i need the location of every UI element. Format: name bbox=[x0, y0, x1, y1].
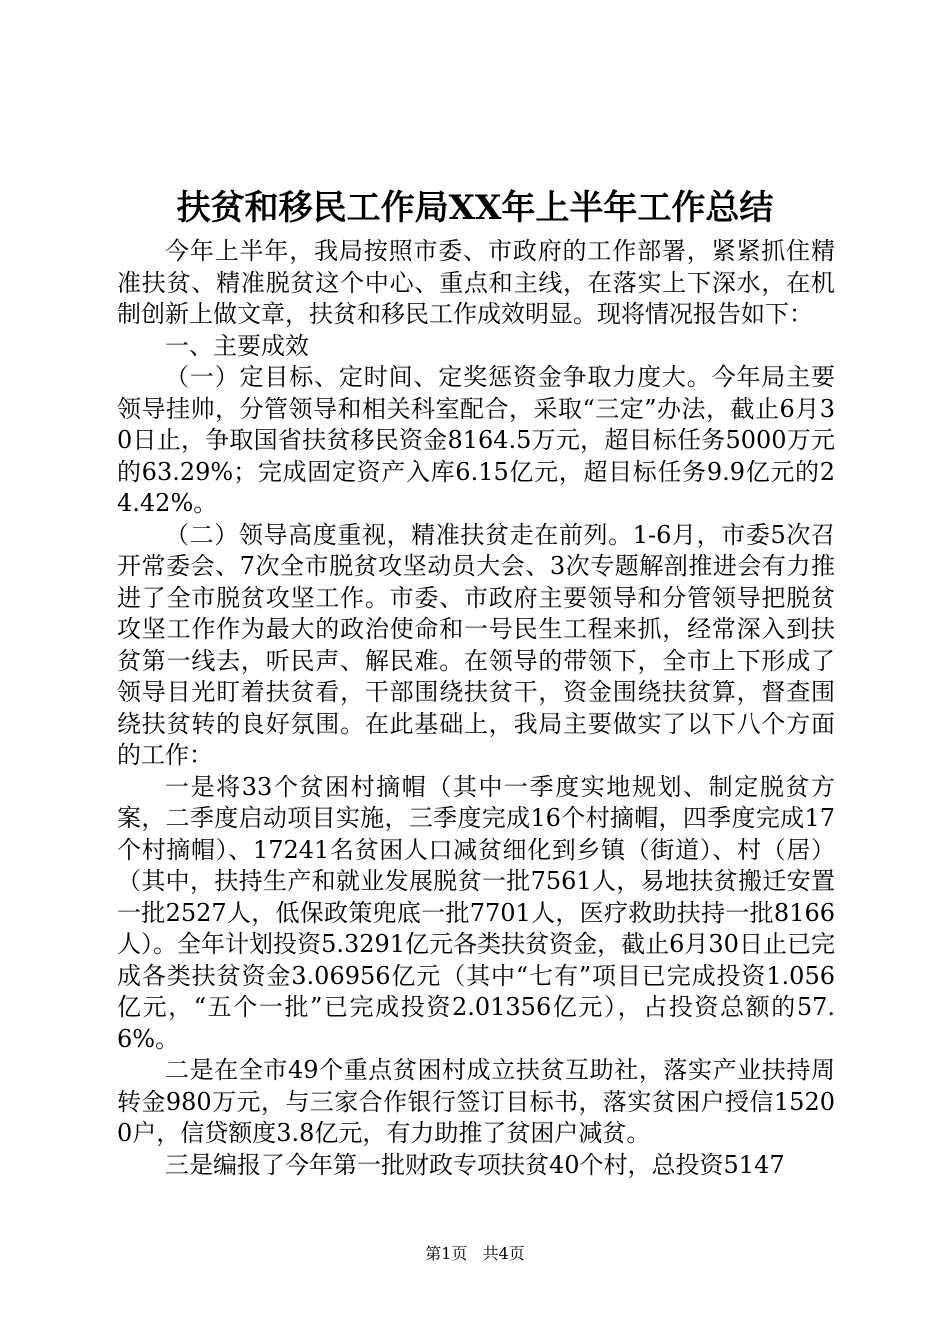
paragraph-item-2: （二）领导高度重视，精准扶贫走在前列。1-6月，市委5次召开常委会、7次全市脱贫攻坚动员大会、3次专题解剖推进会有力推进了全市脱贫攻坚工作。市委、市政府主要领导和分管领导把脱贫攻坚工作作为最大的政治使命和一号民生工程来抓，经常深入到扶贫第一线去，听民声、解民难。在领导的带领下，全市上下形成了领导目光盯着扶贫看，干部围绕扶贫干，资金围绕扶贫算，督查围绕扶贫转的良好氛围。在此基础上，我局主要做实了以下八个方面的工作： bbox=[117, 520, 835, 769]
document-body bbox=[117, 236, 835, 1181]
paragraph-item-1: （一）定目标、定时间、定奖惩资金争取力度大。今年局主要领导挂帅，分管领导和相关科室配合，采取“三定”办法，截止6月30日止，争取国省扶贫移民资金8164.5万元，超目标任务5000万元的63.29%；完成固定资产入库6.15亿元，超目标任务9.9亿元的24.42%。 bbox=[117, 363, 835, 517]
page-number: 第1页 bbox=[425, 1244, 468, 1263]
paragraph-point-3: 三是编报了今年第一批财政专项扶贫40个村，总投资5147 bbox=[165, 1150, 785, 1179]
document-title: 扶贫和移民工作局XX年上半年工作总结 bbox=[176, 188, 774, 228]
page-total: 共4页 bbox=[482, 1244, 525, 1263]
paragraph-point-1: 一是将33个贫困村摘帽（其中一季度实地规划、制定脱贫方案，二季度启动项目实施，三季度完成16个村摘帽，四季度完成17个村摘帽）、17241名贫困人口减贫细化到乡镇（街道）、村（居）（其中，扶持生产和就业发展脱贫一批7561人，易地扶贫搬迁安置一批2527人，低保政策兜底一批7701人，医疗救助扶持一批8166人）。全年计划投资5.3291亿元各类扶贫资金，截止6月30日止已完成各类扶贫资金3.06956亿元（其中“七有”项目已完成投资1.056亿元，“五个一批”已完成投资2.01356亿元），占投资总额的57.6%。 bbox=[117, 772, 835, 1053]
paragraph-intro: 今年上半年，我局按照市委、市政府的工作部署，紧紧抓住精准扶贫、精准脱贫这个中心、重点和主线，在落实上下深水，在机制创新上做文章，扶贫和移民工作成效明显。现将情况报告如下： bbox=[117, 237, 835, 328]
section-heading-main-results: 一、主要成效 bbox=[165, 331, 309, 360]
paragraph-point-2: 二是在全市49个重点贫困村成立扶贫互助社，落实产业扶持周转金980万元，与三家合作银行签订目标书，落实贫困户授信15200户，信贷额度3.8亿元，有力助推了贫困户减贫。 bbox=[117, 1056, 835, 1147]
page-footer bbox=[0, 1242, 950, 1266]
